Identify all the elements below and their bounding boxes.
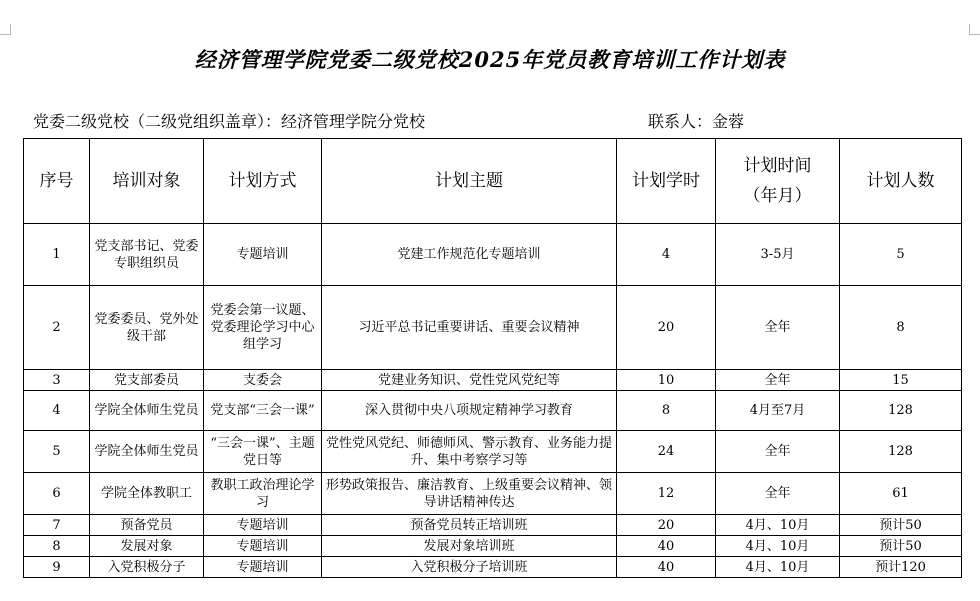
cell-time: 全年 [716,286,840,370]
organization-label: 党委二级党校（二级党组织盖章）：经济管理学院分党校 [33,112,426,131]
table-row [24,473,962,515]
cell-time: 4月至7月 [716,391,840,431]
cell-theme: 党建工作规范化专题培训 [322,224,617,286]
cell-theme: 发展对象培训班 [322,536,617,557]
cell-count: 128 [840,431,962,473]
table-header-row [24,139,962,224]
header-no: 序号 [24,139,90,224]
cell-no: 6 [24,473,90,515]
header-time-line2: （年月） [743,186,812,206]
cell-no: 5 [24,431,90,473]
page-corner-mark-right [969,24,980,35]
cell-target: 党支部委员 [90,370,204,391]
cell-theme: 深入贯彻中央八项规定精神学习教育 [322,391,617,431]
cell-method: 支委会 [204,370,322,391]
cell-time: 全年 [716,473,840,515]
cell-no: 9 [24,557,90,578]
page-corner-mark-left [0,24,11,35]
cell-count: 预计50 [840,536,962,557]
cell-time: 3-5月 [716,224,840,286]
cell-target: 预备党员 [90,515,204,536]
table-row [24,286,962,370]
contact-label: 联系人：金蓉 [648,112,745,131]
cell-method: 党支部“三会一课” [204,391,322,431]
cell-target: 入党积极分子 [90,557,204,578]
cell-theme: 党建业务知识、党性党风党纪等 [322,370,617,391]
header-hours: 计划学时 [617,139,716,224]
cell-time: 4月、10月 [716,515,840,536]
cell-theme: 入党积极分子培训班 [322,557,617,578]
cell-no: 2 [24,286,90,370]
cell-hours: 10 [617,370,716,391]
table-row [24,431,962,473]
cell-no: 7 [24,515,90,536]
table-row [24,224,962,286]
cell-no: 1 [24,224,90,286]
cell-theme: 形势政策报告、廉洁教育、上级重要会议精神、领导讲话精神传达 [322,473,617,515]
cell-count: 预计120 [840,557,962,578]
cell-count: 8 [840,286,962,370]
cell-time: 4月、10月 [716,557,840,578]
cell-hours: 20 [617,286,716,370]
cell-hours: 4 [617,224,716,286]
cell-target: 学院全体师生党员 [90,431,204,473]
cell-hours: 20 [617,515,716,536]
header-time-line1: 计划时间 [743,156,812,176]
cell-target: 党支部书记、党委专职组织员 [90,224,204,286]
cell-method: “三会一课”、主题党日等 [204,431,322,473]
cell-count: 15 [840,370,962,391]
cell-method: 专题培训 [204,557,322,578]
header-time [716,139,840,224]
table-row [24,557,962,578]
table-row [24,370,962,391]
cell-hours: 12 [617,473,716,515]
cell-hours: 40 [617,536,716,557]
cell-time: 4月、10月 [716,536,840,557]
header-method: 计划方式 [204,139,322,224]
cell-target: 学院全体师生党员 [90,391,204,431]
cell-count: 5 [840,224,962,286]
header-count: 计划人数 [840,139,962,224]
cell-hours: 8 [617,391,716,431]
header-theme: 计划主题 [322,139,617,224]
cell-time: 全年 [716,431,840,473]
cell-time: 全年 [716,370,840,391]
cell-hours: 40 [617,557,716,578]
cell-target: 党委委员、党外处级干部 [90,286,204,370]
cell-no: 8 [24,536,90,557]
cell-no: 4 [24,391,90,431]
cell-method: 党委会第一议题、党委理论学习中心组学习 [204,286,322,370]
cell-count: 128 [840,391,962,431]
training-plan-table [23,138,962,578]
cell-theme: 党性党风党纪、师德师风、警示教育、业务能力提升、集中考察学习等 [322,431,617,473]
cell-method: 专题培训 [204,224,322,286]
cell-theme: 预备党员转正培训班 [322,515,617,536]
table-row [24,391,962,431]
cell-method: 专题培训 [204,515,322,536]
cell-count: 61 [840,473,962,515]
cell-count: 预计50 [840,515,962,536]
cell-hours: 24 [617,431,716,473]
document-title: 经济管理学院党委二级党校2025年党员教育培训工作计划表 [194,47,786,72]
cell-target: 学院全体教职工 [90,473,204,515]
table-row [24,515,962,536]
table-row [24,536,962,557]
cell-method: 专题培训 [204,536,322,557]
cell-method: 教职工政治理论学习 [204,473,322,515]
cell-target: 发展对象 [90,536,204,557]
cell-theme: 习近平总书记重要讲话、重要会议精神 [322,286,617,370]
header-target: 培训对象 [90,139,204,224]
cell-no: 3 [24,370,90,391]
